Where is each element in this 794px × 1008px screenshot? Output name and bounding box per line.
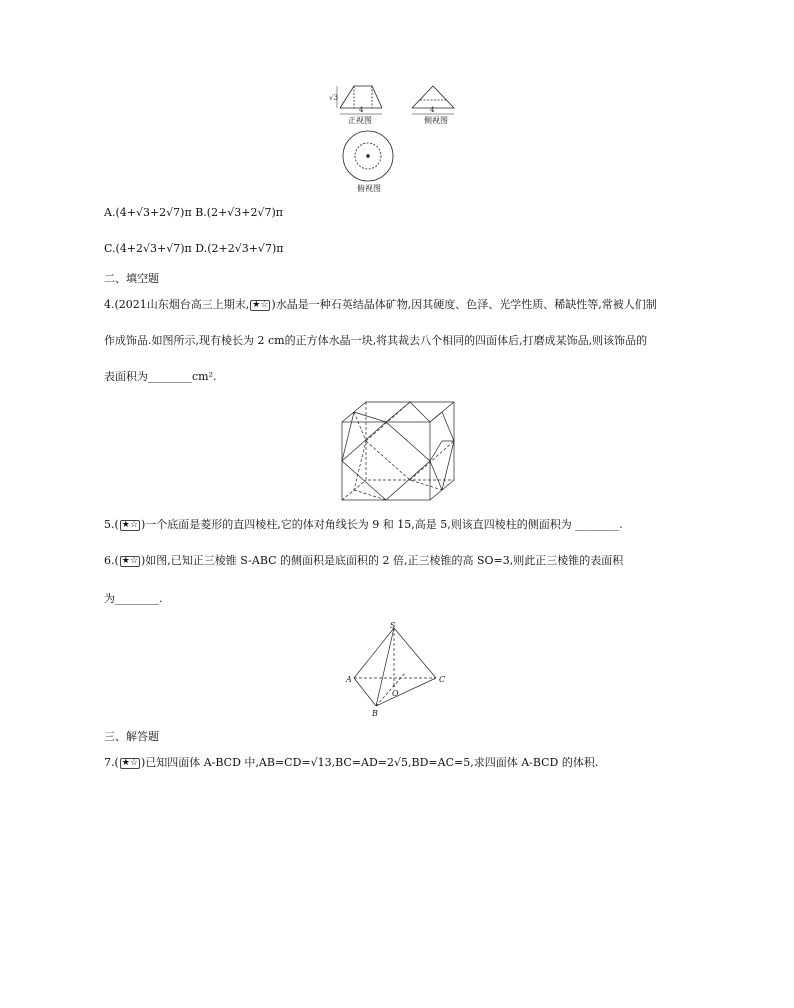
q5-prefix: 5.( [104, 518, 119, 531]
truncated-cube-figure [336, 396, 462, 504]
q6-rest: )如图,已知正三棱锥 S-ABC 的侧面积是底面积的 2 倍,正三棱锥的高 SO=3,则此正三棱锥的表面积 [140, 554, 624, 567]
q5-rest: )一个底面是菱形的直四棱柱,它的体对角线长为 9 和 15,高是 5,则该直四棱柱的侧面积为 ________. [140, 518, 623, 531]
vertex-b-label: B [372, 709, 378, 718]
question-4-line-1 [104, 298, 657, 312]
front-caption: 正视图 [348, 116, 372, 125]
point-o-label: O [392, 689, 399, 698]
q6-prefix: 6.( [104, 554, 119, 567]
front-width-label: 4 [359, 106, 364, 114]
question-6-line-2: 为________. [104, 592, 163, 605]
q7-prefix: 7.( [104, 756, 119, 769]
question-4-line-3: 表面积为________cm². [104, 370, 217, 383]
option-line-ab: A.(4+√3+2√7)π B.(2+√3+2√7)π [104, 206, 284, 219]
q4-line1-rest: )水晶是一种石英结晶体矿物,因其硬度、色泽、光学性质、稀缺性等,常被人们制 [271, 298, 657, 311]
top-caption: 俯视图 [357, 184, 381, 193]
side-width-label: 4 [430, 106, 435, 114]
three-view-figure [328, 80, 468, 200]
front-height-label: √3 [329, 94, 338, 102]
section-title-solution: 三、解答题 [104, 730, 159, 743]
vertex-a-label: A [346, 675, 352, 684]
difficulty-star-icon: ★☆ [121, 556, 138, 566]
question-4-line-2: 作成饰品.如图所示,现有棱长为 2 cm的正方体水晶一块,将其裁去八个相同的四面体后,打磨成某饰品,则该饰品的 [104, 334, 648, 347]
pyramid-figure [344, 620, 454, 720]
difficulty-star-icon: ★☆ [252, 300, 269, 310]
question-5 [104, 518, 623, 532]
side-caption: 侧视图 [424, 116, 448, 125]
question-7 [104, 756, 598, 770]
difficulty-star-icon: ★☆ [121, 758, 138, 768]
q4-prefix: 4.(2021山东烟台高三上期末, [104, 298, 250, 311]
section-title-fill-in: 二、填空题 [104, 272, 159, 285]
difficulty-star-icon: ★☆ [121, 520, 138, 530]
question-6-line-1 [104, 554, 623, 568]
q7-rest: )已知四面体 A-BCD 中,AB=CD=√13,BC=AD=2√5,BD=AC=5,求四面体 A-BCD 的体积. [140, 756, 599, 769]
vertex-s-label: S [390, 621, 396, 630]
top-view [343, 131, 393, 181]
vertex-c-label: C [439, 675, 446, 684]
option-line-cd: C.(4+2√3+√7)π D.(2+2√3+√7)π [104, 242, 284, 255]
